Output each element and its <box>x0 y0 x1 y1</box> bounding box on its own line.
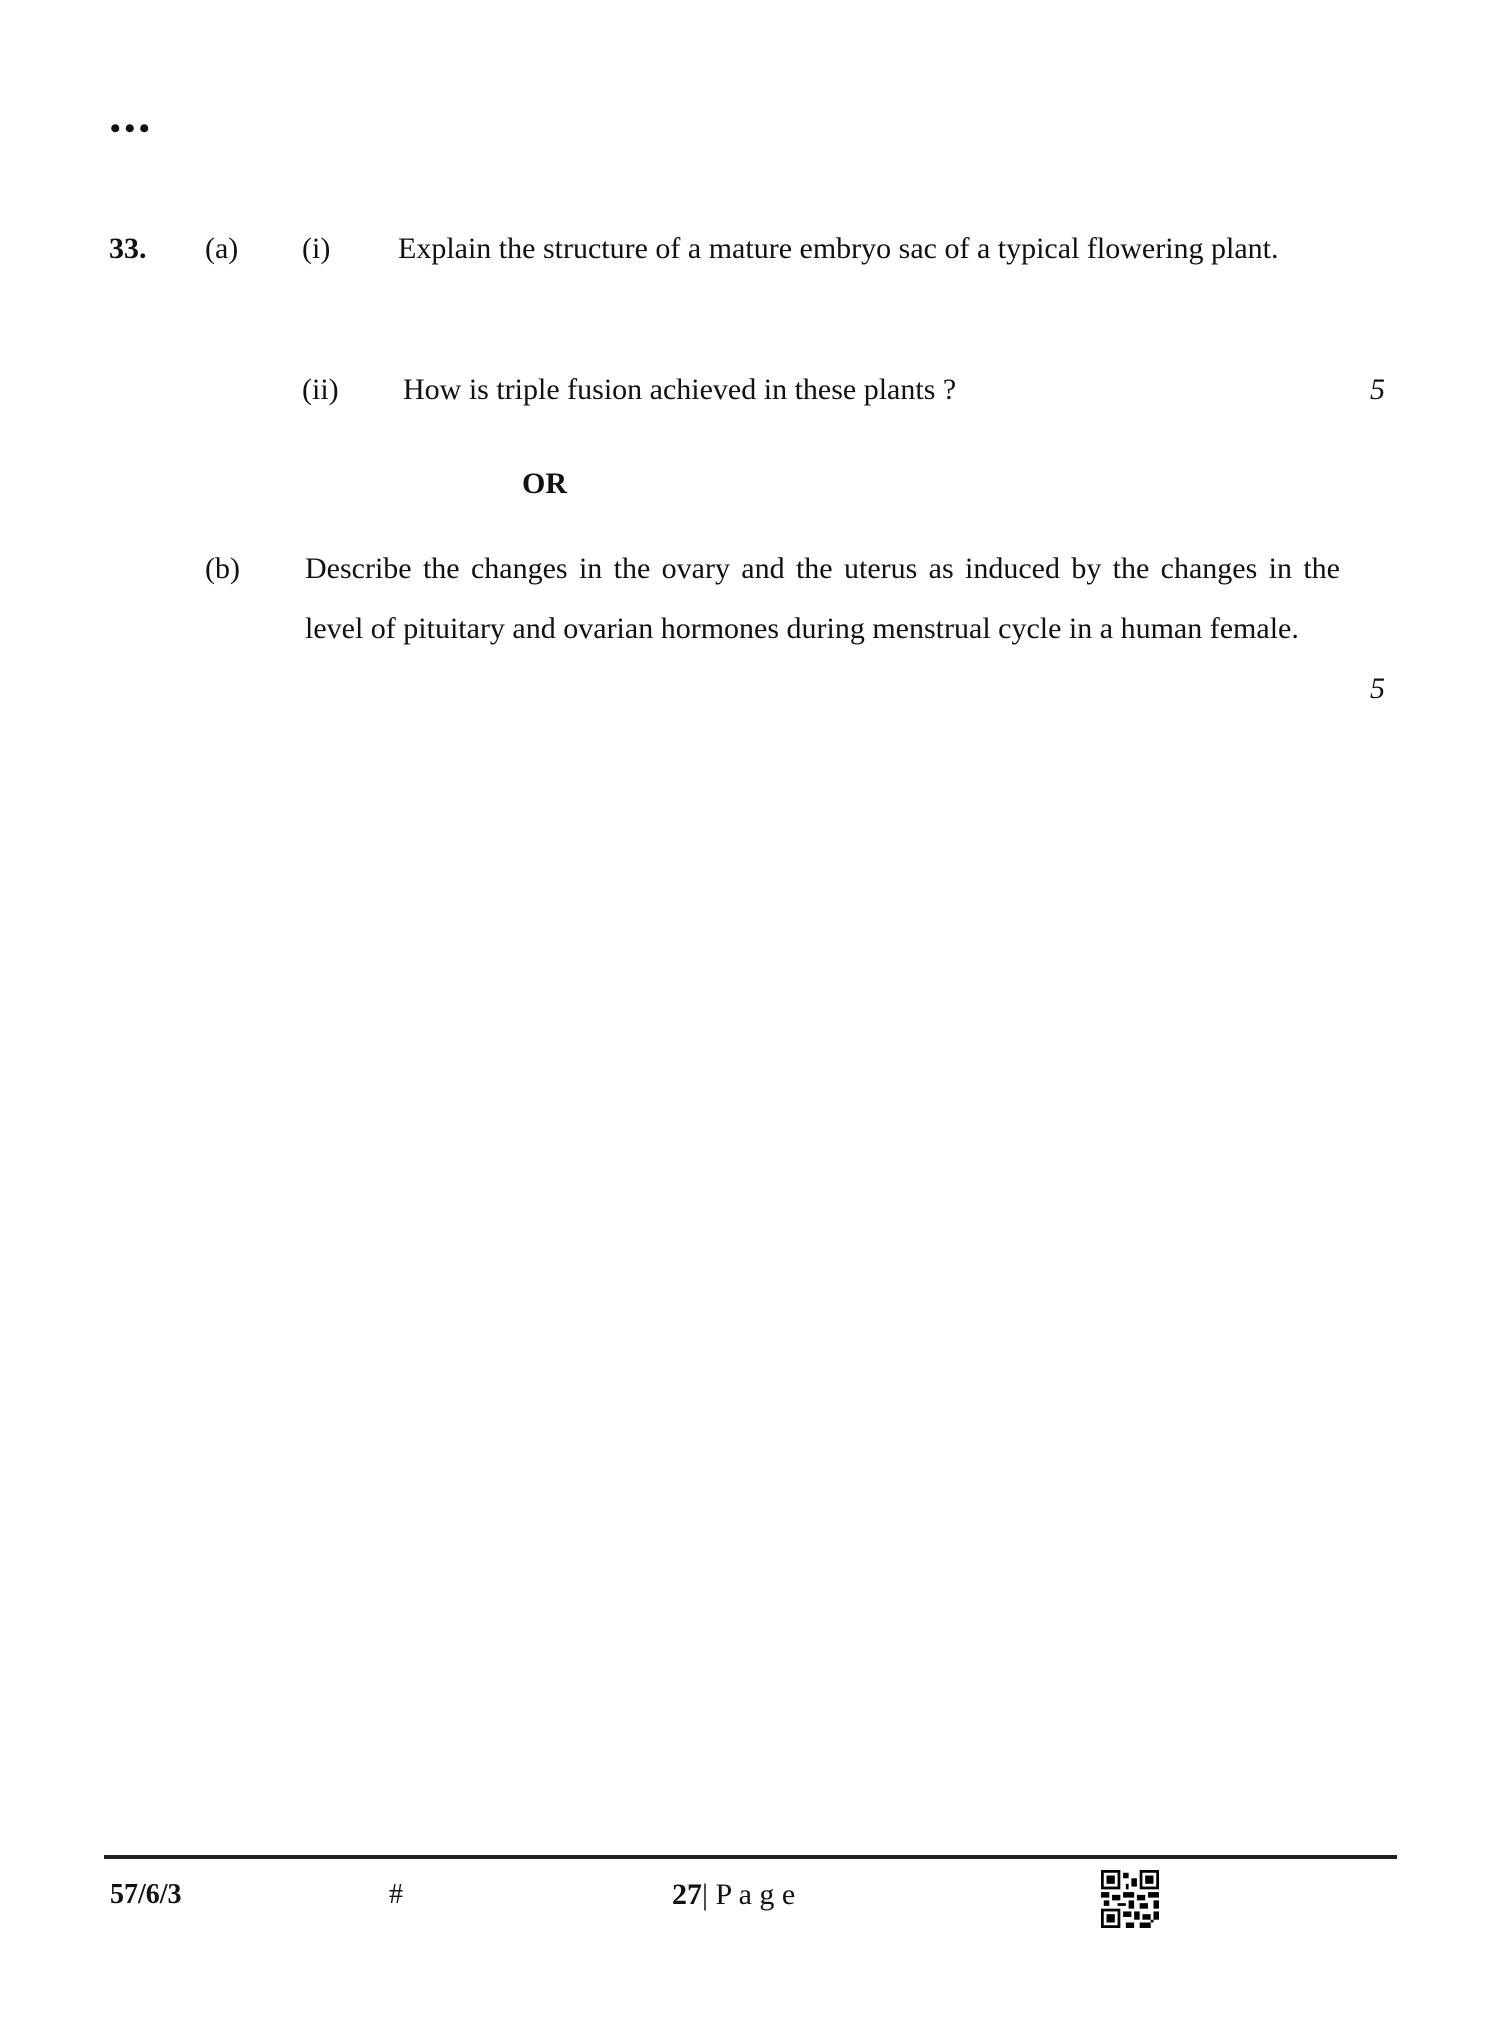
question-number: 33. <box>109 232 147 265</box>
paper-code: 57/6/3 <box>110 1879 182 1910</box>
page-label: | P a g e <box>702 1878 796 1911</box>
part-a-label: (a) <box>205 232 239 265</box>
part-b-label: (b) <box>205 552 240 585</box>
part-b-marks: 5 <box>1370 672 1385 705</box>
sub-i-label: (i) <box>302 232 331 265</box>
sub-ii-text: How is triple fusion achieved in these plants ? <box>403 373 957 406</box>
sub-ii-label: (ii) <box>302 373 339 406</box>
page-number: 27 <box>672 1878 702 1911</box>
hash-mark: # <box>389 1879 403 1910</box>
page-indicator <box>672 1865 795 1925</box>
sub-i-text: Explain the structure of a mature embryo sac of a typical flowering plant. <box>398 232 1279 265</box>
ellipsis-marker: ••• <box>110 112 154 145</box>
footer-rule <box>104 1855 1397 1859</box>
part-b-text: Describe the changes in the ovary and the uterus as induced by the changes in the level of pituitary and ovarian hormones during menstrual cycle in a human female. <box>305 552 1340 645</box>
qr-code-icon <box>1101 1870 1159 1928</box>
part-a-marks: 5 <box>1370 373 1385 406</box>
or-label: OR <box>522 467 567 500</box>
